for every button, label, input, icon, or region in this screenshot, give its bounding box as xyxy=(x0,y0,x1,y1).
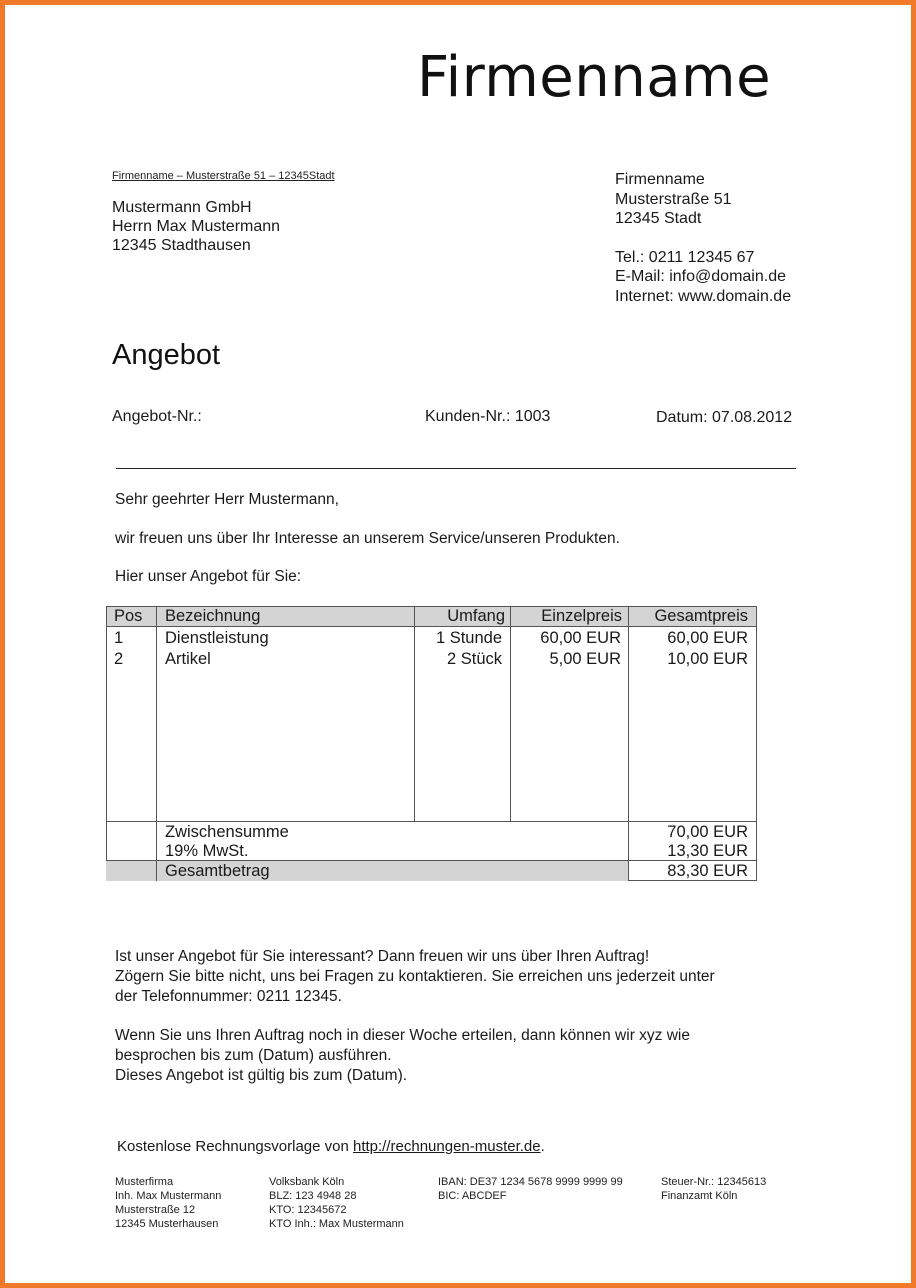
row-2-description: Artikel xyxy=(165,650,211,668)
footer-owner: Inh. Max Mustermann xyxy=(115,1190,222,1202)
sender-contact-block xyxy=(615,170,791,306)
credit-suffix: . xyxy=(540,1138,545,1155)
header-total-price: Gesamtpreis xyxy=(654,607,748,625)
template-credit xyxy=(117,1138,545,1155)
footer-bank-name: Volksbank Köln xyxy=(269,1176,345,1188)
closing-line-3: der Telefonnummer: 0211 12345. xyxy=(115,988,342,1005)
terms-line-2: besprochen bis zum (Datum) ausführen. xyxy=(115,1047,392,1064)
footer-bank-column xyxy=(269,1175,404,1231)
recipient-line-3: 12345 Stadthausen xyxy=(112,237,251,254)
recipient-line-1: Mustermann GmbH xyxy=(112,199,252,216)
row-1-pos: 1 xyxy=(114,629,124,647)
header-quantity: Umfang xyxy=(447,607,505,625)
footer-bic: BIC: ABCDEF xyxy=(438,1190,507,1202)
closing-paragraph xyxy=(115,947,715,1007)
sender-phone: Tel.: 0211 12345 67 xyxy=(615,248,755,266)
row-2-total-price: 10,00 EUR xyxy=(667,650,748,668)
footer-tax-column xyxy=(661,1175,766,1203)
credit-text: Kostenlose Rechnungsvorlage von xyxy=(117,1138,353,1155)
closing-line-2: Zögern Sie bitte nicht, uns bei Fragen zu kontaktieren. Sie erreichen uns jederzeit unter xyxy=(115,968,715,985)
footer-account-number: KTO: 12345672 xyxy=(269,1204,347,1216)
offer-table xyxy=(106,606,757,881)
row-1-description: Dienstleistung xyxy=(165,629,269,647)
terms-line-3: Dieses Angebot ist gültig bis zum (Datum). xyxy=(115,1067,408,1084)
vat-label: 19% MwSt. xyxy=(165,842,249,860)
customer-number: Kunden-Nr.: 1003 xyxy=(425,408,551,425)
sender-email: E-Mail: info@domain.de xyxy=(615,268,786,285)
subtotal-label: Zwischensumme xyxy=(165,823,289,841)
footer-account-holder: KTO Inh.: Max Mustermann xyxy=(269,1218,404,1230)
credit-link[interactable]: http://rechnungen-muster.de xyxy=(353,1138,541,1155)
sender-street: Musterstraße 51 xyxy=(615,190,732,208)
footer-iban: IBAN: DE37 1234 5678 9999 9999 99 xyxy=(438,1176,623,1188)
header-pos: Pos xyxy=(114,607,143,625)
footer-city: 12345 Musterhausen xyxy=(115,1218,219,1230)
sender-city: 12345 Stadt xyxy=(615,210,702,227)
sender-website: Internet: www.domain.de xyxy=(615,287,792,305)
footer-company-name: Musterfirma xyxy=(115,1176,174,1188)
header-unit-price: Einzelpreis xyxy=(541,607,622,625)
divider-rule xyxy=(116,468,796,469)
document-title: Angebot xyxy=(112,339,221,371)
footer-street: Musterstraße 12 xyxy=(115,1204,196,1216)
terms-paragraph xyxy=(115,1026,690,1086)
return-address-line: Firmenname – Musterstraße 51 – 12345Stadt xyxy=(112,170,335,182)
recipient-line-2: Herrn Max Mustermann xyxy=(112,218,281,235)
offer-number-label: Angebot-Nr.: xyxy=(112,408,202,425)
terms-line-1: Wenn Sie uns Ihren Auftrag noch in dieser Woche erteilen, dann können wir xyz wie xyxy=(115,1027,690,1044)
header-description: Bezeichnung xyxy=(165,607,261,625)
document-date: Datum: 07.08.2012 xyxy=(656,409,793,426)
row-1-total-price: 60,00 EUR xyxy=(667,629,748,647)
offer-lead-text: Hier unser Angebot für Sie: xyxy=(115,568,302,585)
company-name-heading: Firmenname xyxy=(417,45,772,110)
salutation: Sehr geehrter Herr Mustermann, xyxy=(115,491,339,508)
footer-tax-number: Steuer-Nr.: 12345613 xyxy=(661,1176,767,1188)
sender-name: Firmenname xyxy=(615,171,705,188)
grand-total-value: 83,30 EUR xyxy=(667,862,748,880)
row-2-pos: 2 xyxy=(114,650,124,668)
intro-text: wir freuen uns über Ihr Interesse an unserem Service/unseren Produkten. xyxy=(115,530,620,547)
closing-line-1: Ist unser Angebot für Sie interessant? Dann freuen wir uns über Ihren Auftrag! xyxy=(115,948,650,965)
recipient-address xyxy=(112,198,280,255)
footer-company-column xyxy=(115,1175,221,1231)
row-2-quantity: 2 Stück xyxy=(446,650,502,668)
row-2-unit-price: 5,00 EUR xyxy=(549,650,621,668)
footer-tax-office: Finanzamt Köln xyxy=(661,1190,738,1202)
footer-bank-code: BLZ: 123 4948 28 xyxy=(269,1190,357,1202)
grand-total-label: Gesamtbetrag xyxy=(165,862,270,880)
subtotal-value: 70,00 EUR xyxy=(667,823,748,841)
vat-value: 13,30 EUR xyxy=(667,842,748,860)
row-1-unit-price: 60,00 EUR xyxy=(540,629,621,647)
row-1-quantity: 1 Stunde xyxy=(435,629,502,647)
footer-iban-column xyxy=(438,1175,623,1203)
